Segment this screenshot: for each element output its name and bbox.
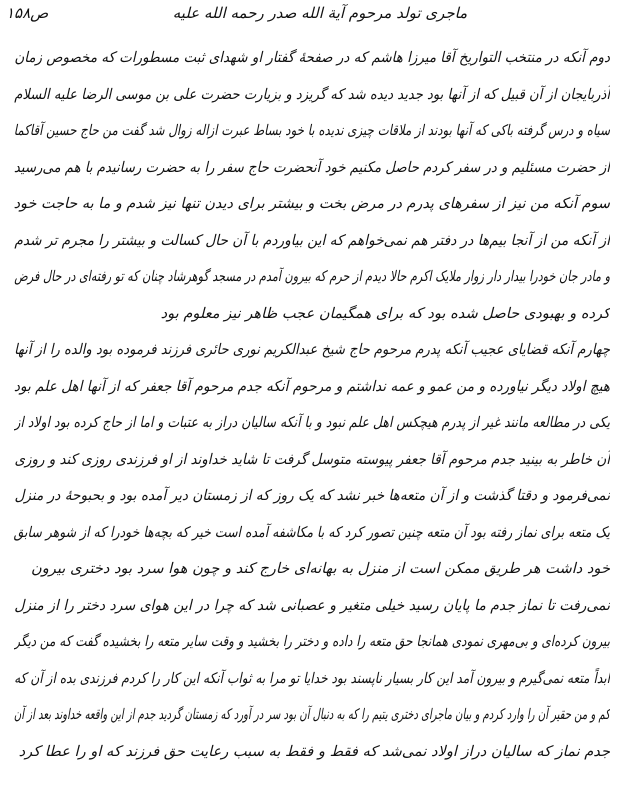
text-line: و مادر جان خودرا بیدار دار زوار ملایک اکرم حالا دیدم از حرم که بیرون آمدم در مسجد گوهرشاد چنان که تو رفته‌ای در حال فرض (14, 268, 610, 285)
page-heading: ماجری تولد مرحوم آیة الله صدر رحمه الله علیه (172, 4, 468, 22)
text-line: آذربایجان از آن قبیل که از آنها بود جدید دیده شد که گریزد و بزیارت حضرت علی بن موسی الرضا علیه السلام (14, 85, 610, 103)
text-line: کم و من حقیر آن را وارد کردم و بیان ماجرای دختری یتیم را که به دنبال آن بود سر در آورد که زمستان گردید جدم از این واقعه خداوند بعد از آن (14, 706, 610, 723)
text-line: دوم آنکه در منتخب التواریخ آقا میرزا هاشم که در صفحهٔ گفتار او شهدای ثبت مسطورات که مخصوص زمان (14, 49, 610, 66)
text-line: ابداً متعه نمی‌گیرم و بیرون آمد این کار بسیار ناپسند بود خدایا تو مرا به ثواب آنکه این کار را کردم فرزندی بده از آن که (14, 669, 610, 687)
text-line: هیچ اولاد دیگر نیاورده و من عمو و عمه نداشتم و مرحوم آنکه جدم مرحوم آقا جعفر که از آنها اهل علم بود (13, 377, 610, 395)
text-line: خود داشت هر طریق ممکن است از منزل به بهانه‌ای خارج کند و چون هوا سرد بود دختری بیرون (31, 560, 610, 577)
text-line: یکی در مطالعه مانند غیر از پدرم هیچکس اهل علم نبود و با آنکه سالیان دراز به عتبات و اما از حاج کرده بود اولاد از (14, 414, 610, 431)
text-line: یک متعه برای نماز رفته بود آن متعه چنین تصور کرد که با مکاشفه آمده است خیر که بچه‌ها خودرا که از شوهر سابق (13, 523, 610, 541)
text-line: کرده و بهبودی حاصل شده بود که برای همگیمان عجب ظاهر نیز معلوم بود (160, 304, 610, 322)
text-line: از آنکه من از آنجا بیم‌ها در دفتر هم نمی‌خواهم که این بیاوردم با آن حال کسالت و بیشتر را مجرم تر شدم (14, 231, 610, 249)
manuscript-body (14, 40, 610, 770)
text-line: جدم نماز که سالیان دراز اولاد نمی‌شد که فقط و فقط به سبب رعایت حق فرزند که او را عطا کرد (18, 742, 610, 760)
text-line: بیرون کرده‌ای و بی‌مهری نمودی همانجا حق متعه را داده و دختر را بخشید و وقت سایر متعه را بخشیده گفت که من دیگر (14, 633, 610, 650)
text-line: سوم آنکه من نیز از سفرهای پدرم در مرض بخت و بیشتر برای دیدن تنها نیز شدم و ما به حاجت خود (13, 195, 610, 212)
page-number: ص۱۵۸ (6, 4, 49, 22)
text-line: نمی‌رفت تا نماز جدم ما پایان رسید خیلی متغیر و عصبانی شد که چرا در این هوای سرد دختر را از منزل (14, 596, 610, 614)
text-line: آن خاطر به بینید جدم مرحوم آقا جعفر پیوسته متوسل گرفت تا شاید خداوند از او فرزندی روزی کند و روزی (14, 450, 610, 468)
text-line: از حضرت مسئلیم و در سفر کردم حاصل مکنیم خود آنحضرت حاج سفر را به حضرت رسانیدم با هم می‌رسید (14, 158, 610, 176)
text-line: سیاه و درس گرفته باکی که آنها بودند از ملاقات چیزی ندیده با خود بساط عبرت ازاله زوال شد گفت من حاج حسین آقاکما (13, 122, 610, 139)
text-line: نمی‌فرمود و دقتا گذشت و از آن متعه‌ها خبر نشد که یک روز که از زمستان دیر آمده بود و بحبوحهٔ در منزل (14, 487, 610, 504)
text-line: چهارم آنکه قضایای عجیب آنکه پدرم مرحوم حاج شیخ عبدالکریم نوری حائری فرزند فرموده بود والده را از آنها (14, 341, 610, 358)
